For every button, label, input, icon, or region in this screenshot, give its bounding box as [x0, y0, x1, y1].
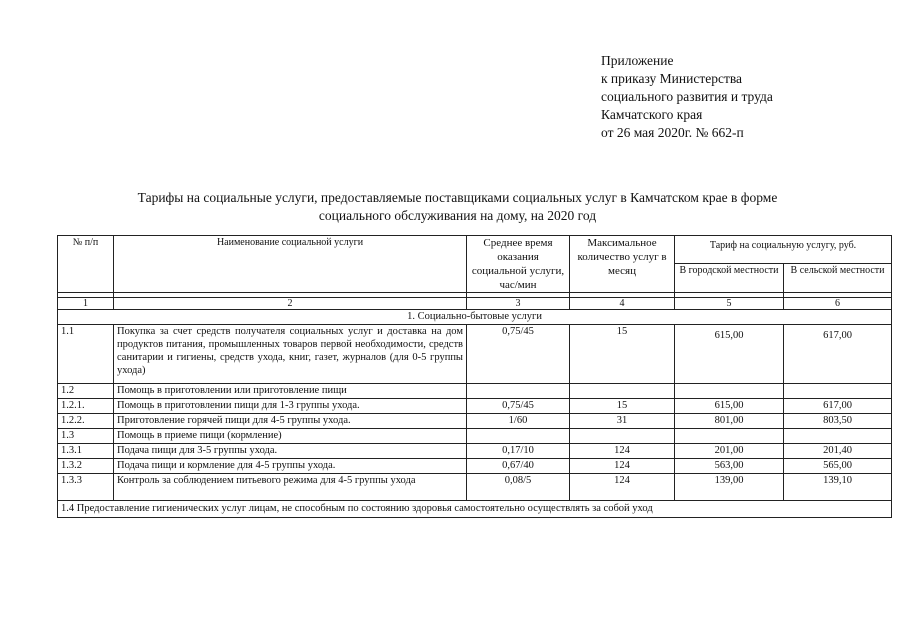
table-row: [58, 399, 892, 414]
table-row: [58, 444, 892, 459]
row-num: 1.2.2.: [58, 414, 114, 429]
row-urban: [675, 429, 784, 444]
row-rural: [784, 384, 892, 399]
row-num: 1.3.2: [58, 459, 114, 474]
row-name: Подача пищи и кормление для 4-5 группы ухода.: [114, 459, 467, 474]
row-urban: 615,00: [675, 399, 784, 414]
row-num: 1.3.1: [58, 444, 114, 459]
row-time: 0,67/40: [467, 459, 570, 474]
row-num: 1.3: [58, 429, 114, 444]
row-num: 1.2: [58, 384, 114, 399]
header-rural: В сельской местности: [784, 264, 892, 293]
column-number-row: [58, 298, 892, 310]
col-number: 6: [784, 298, 892, 310]
appendix-line: Камчатского края: [601, 107, 703, 122]
table-row: [58, 384, 892, 399]
row-qty: 124: [570, 459, 675, 474]
header-row: [58, 236, 892, 264]
row-qty: [570, 384, 675, 399]
row-rural: 139,10: [784, 474, 892, 501]
col-number: 2: [114, 298, 467, 310]
table-row: [58, 474, 892, 501]
table-row: [58, 325, 892, 384]
row-rural: 617,00: [784, 399, 892, 414]
table-row: [58, 459, 892, 474]
appendix-block: [601, 52, 773, 142]
row-rural: 201,40: [784, 444, 892, 459]
row-qty: 31: [570, 414, 675, 429]
section-row-1-4: [58, 501, 892, 518]
header-avg-time: Среднее время оказания социальной услуги, час/мин: [467, 236, 570, 293]
row-urban: 201,00: [675, 444, 784, 459]
row-name: Приготовление горячей пищи для 4-5 группы ухода.: [114, 414, 467, 429]
section-heading: 1. Социально-бытовые услуги: [58, 310, 892, 325]
document-title: [60, 189, 855, 225]
header-name: Наименование социальной услуги: [114, 236, 467, 293]
header-num: № п/п: [58, 236, 114, 293]
row-num: 1.1: [58, 325, 114, 384]
row-rural: 565,00: [784, 459, 892, 474]
appendix-line: социального развития и труда: [601, 89, 773, 104]
row-time: 0,75/45: [467, 399, 570, 414]
row-rural: [784, 429, 892, 444]
row-time: 0,08/5: [467, 474, 570, 501]
row-urban: 615,00: [675, 325, 784, 384]
header-urban: В городской местности: [675, 264, 784, 293]
row-name: Помощь в приготовлении пищи для 1-3 группы ухода.: [114, 399, 467, 414]
row-name: Подача пищи для 3-5 группы ухода.: [114, 444, 467, 459]
table-row: [58, 429, 892, 444]
row-urban: 563,00: [675, 459, 784, 474]
row-rural: 617,00: [784, 325, 892, 384]
appendix-line: от 26 мая 2020г. № 662-п: [601, 125, 744, 140]
row-time: 0,75/45: [467, 325, 570, 384]
row-num: 1.2.1.: [58, 399, 114, 414]
row-rural: 803,50: [784, 414, 892, 429]
table-row: [58, 414, 892, 429]
row-urban: 139,00: [675, 474, 784, 501]
row-name: Помощь в приготовлении или приготовление пищи: [114, 384, 467, 399]
row-1-4-text: 1.4 Предоставление гигиенических услуг лицам, не способным по состоянию здоровья самостоятельно осуществлять за собой уход: [58, 501, 892, 518]
header-tariff: Тариф на социальную услугу, руб.: [675, 236, 892, 264]
row-urban: [675, 384, 784, 399]
section-heading-row: [58, 310, 892, 325]
title-line-1: Тарифы на социальные услуги, предоставляемые поставщиками социальных услуг в Камчатском крае в форме: [137, 190, 778, 205]
row-num: 1.3.3: [58, 474, 114, 501]
row-name: Помощь в приеме пищи (кормление): [114, 429, 467, 444]
row-qty: 15: [570, 399, 675, 414]
row-qty: 15: [570, 325, 675, 384]
row-time: 1/60: [467, 414, 570, 429]
row-qty: 124: [570, 474, 675, 501]
row-time: [467, 384, 570, 399]
header-max-qty: Максимальное количество услуг в месяц: [570, 236, 675, 293]
tariff-table: [57, 235, 892, 518]
row-name: Контроль за соблюдением питьевого режима для 4-5 группы ухода: [114, 474, 467, 501]
col-number: 3: [467, 298, 570, 310]
row-qty: 124: [570, 444, 675, 459]
row-name: Покупка за счет средств получателя социальных услуг и доставка на дом продуктов питания, промышленных товаров первой необходимости, средств санитарии и гигиены, средств ухода, книг, газет, журналов (для 0-5 группы ухода): [114, 325, 467, 384]
row-time: [467, 429, 570, 444]
appendix-line: к приказу Министерства: [601, 71, 743, 86]
title-line-2: социального обслуживания на дому, на 2020 год: [318, 208, 597, 223]
row-time: 0,17/10: [467, 444, 570, 459]
col-number: 4: [570, 298, 675, 310]
col-number: 1: [58, 298, 114, 310]
appendix-line: Приложение: [601, 53, 674, 68]
row-qty: [570, 429, 675, 444]
row-urban: 801,00: [675, 414, 784, 429]
col-number: 5: [675, 298, 784, 310]
